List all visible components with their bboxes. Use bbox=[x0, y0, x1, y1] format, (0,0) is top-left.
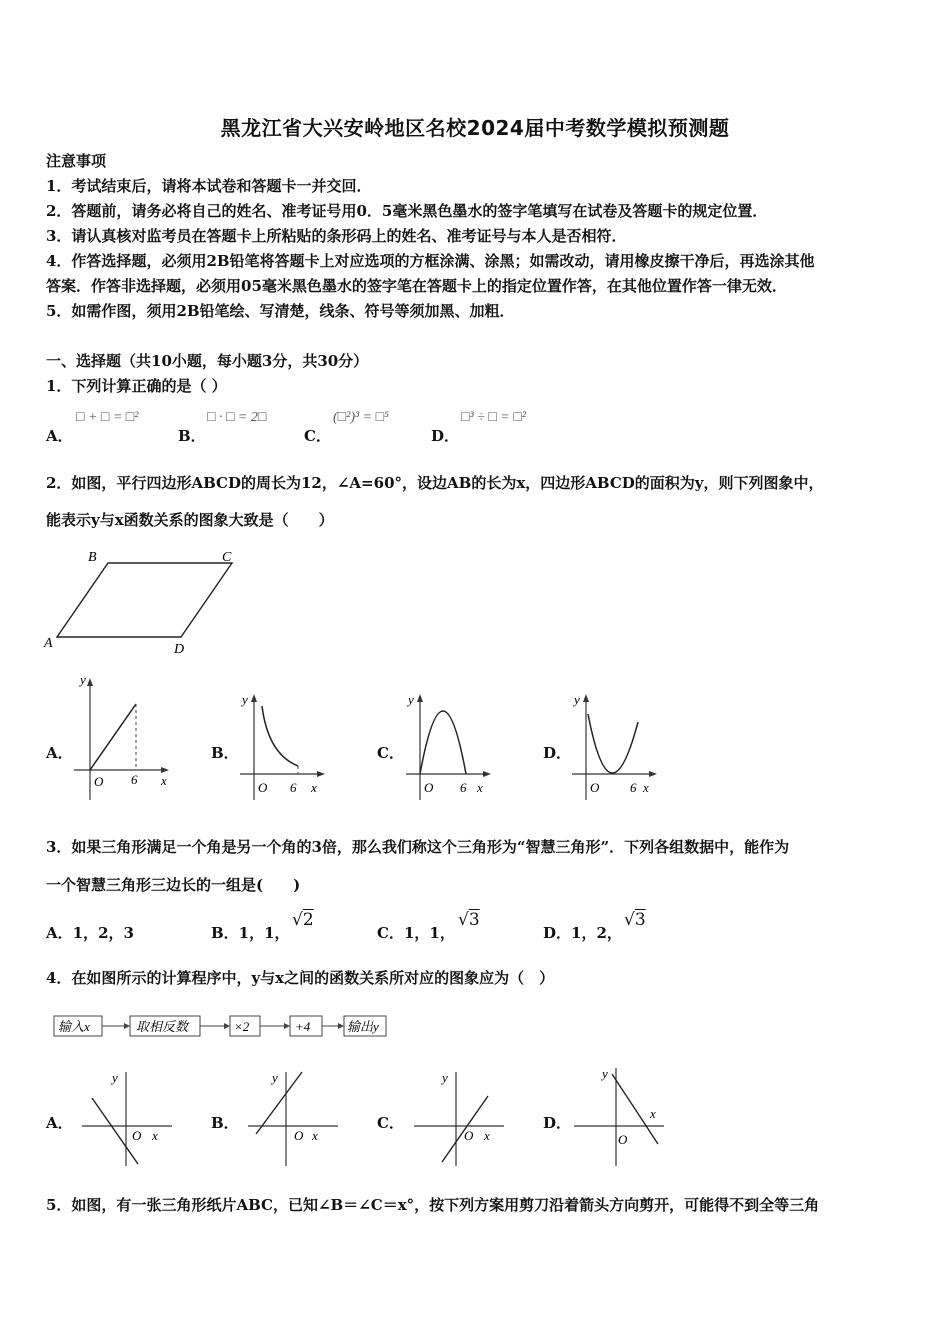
q3-stem-line2: 一个智慧三角形三边长的一组是( ) bbox=[46, 876, 301, 894]
graph-curve bbox=[588, 714, 638, 773]
q2-stem-line1: 2．如图，平行四边形ABCD的周长为12，∠A=60°，设边AB的长为x，四边形ABCD的面积为y，则下列图象中， bbox=[46, 474, 824, 492]
section-heading: 一、选择题（共10小题，每小题3分，共30分） bbox=[46, 352, 369, 370]
q2-graph-a bbox=[72, 672, 172, 802]
vertex-label-c: C bbox=[222, 550, 232, 565]
q3-option-a: A．1，2，3 bbox=[46, 924, 134, 942]
q3-option-c: C．1，1， bbox=[377, 924, 455, 942]
q2-stem-line2: 能表示y与x函数关系的图象大致是（ ） bbox=[46, 511, 334, 529]
flow-step-output: 输出y bbox=[347, 1019, 379, 1034]
notice-item: 4．作答选择题，必须用2B铅笔将答题卡上对应选项的方框涂满、涂黑；如需改动，请用橡皮擦干净后，再选涂其他 bbox=[46, 252, 815, 270]
q2-graph-b bbox=[238, 688, 328, 802]
q4-graph-b bbox=[246, 1068, 346, 1168]
vertex-label-a: A bbox=[44, 636, 53, 651]
q4-flowchart bbox=[50, 1010, 400, 1042]
svg-text:x: x bbox=[311, 780, 317, 795]
svg-text:O: O bbox=[424, 780, 434, 795]
q4-option-d-label: D． bbox=[543, 1114, 572, 1132]
svg-text:x: x bbox=[643, 780, 649, 795]
svg-text:O: O bbox=[94, 774, 104, 789]
vertex-label-b: B bbox=[88, 550, 97, 565]
svg-text:O: O bbox=[618, 1132, 628, 1147]
svg-text:x: x bbox=[161, 773, 167, 788]
vertex-label-d: D bbox=[174, 642, 185, 657]
q2-graph-c bbox=[404, 688, 494, 802]
svg-text:6: 6 bbox=[290, 780, 297, 795]
q4-graph-c bbox=[412, 1068, 512, 1168]
svg-text:y: y bbox=[242, 692, 248, 707]
q3-option-c-root: √3 bbox=[458, 910, 480, 930]
flow-step-input: 输入x bbox=[58, 1019, 90, 1034]
q1-option-a-label: A． bbox=[46, 427, 73, 445]
svg-text:y: y bbox=[80, 672, 86, 687]
q4-graph-d bbox=[572, 1064, 672, 1168]
q2-option-c-label: C． bbox=[377, 744, 404, 762]
graph-line bbox=[256, 1072, 302, 1134]
svg-text:x: x bbox=[312, 1128, 318, 1143]
notice-item: 答案．作答非选择题，必须用05毫米黑色墨水的签字笔在答题卡上的指定位置作答，在其他位置作答一律无效． bbox=[46, 277, 787, 295]
q2-option-d-label: D． bbox=[543, 744, 572, 762]
page-title: 黑龙江省大兴安岭地区名校2024届中考数学模拟预测题 bbox=[220, 116, 730, 140]
q1-option-c-formula: (□²)³ = □⁵ bbox=[333, 410, 389, 425]
q3-stem-line1: 3．如果三角形满足一个角是另一个角的3倍，那么我们称这个三角形为“智慧三角形”．下列各组数据中，能作为 bbox=[46, 838, 790, 856]
q1-option-d-formula: □³ ÷ □ = □² bbox=[461, 410, 526, 425]
q2-option-b-label: B． bbox=[211, 744, 239, 762]
graph-curve bbox=[262, 706, 298, 766]
q1-option-b-formula: □ · □ = 2□ bbox=[207, 410, 267, 425]
notice-heading: 注意事项 bbox=[46, 152, 107, 170]
q3-option-d-root: √3 bbox=[624, 910, 646, 930]
q1-option-c-label: C． bbox=[304, 427, 331, 445]
flow-step-plus4: +4 bbox=[295, 1019, 311, 1034]
svg-text:y: y bbox=[112, 1070, 118, 1085]
q4-option-a-label: A． bbox=[46, 1114, 73, 1132]
q5-stem: 5．如图，有一张三角形纸片ABC，已知∠B＝∠C＝x°，按下列方案用剪刀沿着箭头方向剪开，可能得不到全等三角 bbox=[46, 1196, 820, 1214]
svg-text:y: y bbox=[574, 692, 580, 707]
graph-curve bbox=[90, 704, 136, 770]
q3-option-b: B．1，1， bbox=[211, 924, 290, 942]
notice-item: 1．考试结束后，请将本试卷和答题卡一并交回． bbox=[46, 177, 372, 195]
graph-curve bbox=[420, 711, 466, 774]
svg-text:x: x bbox=[484, 1128, 490, 1143]
q1-option-d-label: D． bbox=[431, 427, 460, 445]
notice-item: 5．如需作图，须用2B铅笔绘、写清楚，线条、符号等须加黑、加粗． bbox=[46, 302, 515, 320]
q1-stem: 1．下列计算正确的是（ ） bbox=[46, 377, 227, 395]
svg-text:y: y bbox=[272, 1070, 278, 1085]
q1-option-b-label: B． bbox=[178, 427, 206, 445]
svg-text:O: O bbox=[132, 1128, 142, 1143]
svg-text:O: O bbox=[590, 780, 600, 795]
svg-text:y: y bbox=[408, 692, 414, 707]
notice-item: 3．请认真核对监考员在答题卡上所粘贴的条形码上的姓名、准考证号与本人是否相符． bbox=[46, 227, 627, 245]
svg-text:6: 6 bbox=[131, 772, 138, 787]
q1-option-a-formula: □ + □ = □² bbox=[76, 410, 139, 425]
q3-option-d: D．1，2， bbox=[543, 924, 622, 942]
svg-text:x: x bbox=[152, 1128, 158, 1143]
q2-option-a-label: A． bbox=[46, 744, 73, 762]
svg-text:x: x bbox=[477, 780, 483, 795]
notice-item: 2．答题前，请务必将自己的姓名、准考证号用0．5毫米黑色墨水的签字笔填写在试卷及答题卡的规定位置． bbox=[46, 202, 768, 220]
q4-option-b-label: B． bbox=[211, 1114, 239, 1132]
svg-text:6: 6 bbox=[460, 780, 467, 795]
flow-step-times2: ×2 bbox=[234, 1019, 250, 1034]
q2-parallelogram-figure bbox=[40, 545, 240, 657]
svg-text:x: x bbox=[650, 1106, 656, 1121]
svg-text:y: y bbox=[602, 1066, 608, 1081]
q2-graph-d bbox=[570, 688, 660, 802]
svg-text:6: 6 bbox=[630, 780, 637, 795]
svg-text:O: O bbox=[294, 1128, 304, 1143]
q4-option-c-label: C． bbox=[377, 1114, 404, 1132]
parallelogram-shape bbox=[57, 563, 232, 637]
q3-option-b-root: √2 bbox=[292, 910, 314, 930]
svg-text:O: O bbox=[464, 1128, 474, 1143]
svg-text:O: O bbox=[258, 780, 268, 795]
svg-text:y: y bbox=[442, 1070, 448, 1085]
flow-step-negate: 取相反数 bbox=[136, 1019, 189, 1034]
q4-stem: 4．在如图所示的计算程序中，y与x之间的函数关系所对应的图象应为（ ） bbox=[46, 969, 555, 987]
q4-graph-a bbox=[80, 1068, 180, 1168]
